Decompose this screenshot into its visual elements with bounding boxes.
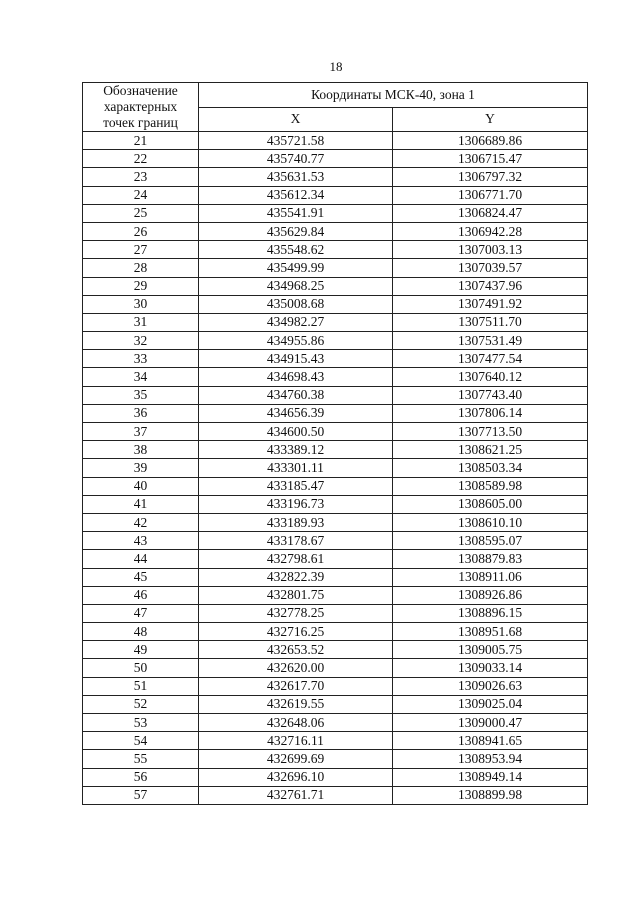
- y-coordinate-cell: 1308926.86: [393, 586, 588, 604]
- y-coordinate-cell: 1306942.28: [393, 222, 588, 240]
- table-row: [83, 241, 588, 259]
- y-coordinate-cell: 1308879.83: [393, 550, 588, 568]
- y-coordinate-cell: 1308953.94: [393, 750, 588, 768]
- coordinates-group-header: Координаты МСК-40, зона 1: [199, 83, 588, 108]
- x-coordinate-cell: 435499.99: [199, 259, 393, 277]
- table-row: [83, 295, 588, 313]
- point-number-cell: 56: [83, 768, 199, 786]
- table-row: [83, 150, 588, 168]
- table-row: [83, 659, 588, 677]
- table-row: [83, 568, 588, 586]
- table-row: [83, 532, 588, 550]
- y-coordinate-cell: 1309000.47: [393, 714, 588, 732]
- table-row: [83, 368, 588, 386]
- x-column-header: X: [199, 107, 393, 132]
- y-coordinate-cell: 1307743.40: [393, 386, 588, 404]
- point-number-cell: 21: [83, 132, 199, 150]
- point-number-cell: 36: [83, 404, 199, 422]
- y-coordinate-cell: 1307713.50: [393, 423, 588, 441]
- y-coordinate-cell: 1307531.49: [393, 332, 588, 350]
- point-number-cell: 51: [83, 677, 199, 695]
- x-coordinate-cell: 435612.34: [199, 186, 393, 204]
- table-row: [83, 186, 588, 204]
- y-coordinate-cell: 1309025.04: [393, 695, 588, 713]
- table-header: [83, 83, 588, 132]
- table-row: [83, 732, 588, 750]
- table-row: [83, 641, 588, 659]
- x-coordinate-cell: 432801.75: [199, 586, 393, 604]
- table-row: [83, 222, 588, 240]
- point-designation-header: [83, 83, 199, 132]
- x-coordinate-cell: 432617.70: [199, 677, 393, 695]
- x-coordinate-cell: 432696.10: [199, 768, 393, 786]
- y-coordinate-cell: 1306824.47: [393, 204, 588, 222]
- y-column-header: Y: [393, 107, 588, 132]
- point-number-cell: 23: [83, 168, 199, 186]
- header-label-line: точек границ: [103, 115, 178, 130]
- x-coordinate-cell: 435631.53: [199, 168, 393, 186]
- x-coordinate-cell: 434656.39: [199, 404, 393, 422]
- y-coordinate-cell: 1308589.98: [393, 477, 588, 495]
- table-row: [83, 677, 588, 695]
- table-row: [83, 513, 588, 531]
- y-coordinate-cell: 1308941.65: [393, 732, 588, 750]
- y-coordinate-cell: 1308949.14: [393, 768, 588, 786]
- y-coordinate-cell: 1306797.32: [393, 168, 588, 186]
- point-number-cell: 46: [83, 586, 199, 604]
- point-number-cell: 37: [83, 423, 199, 441]
- x-coordinate-cell: 435008.68: [199, 295, 393, 313]
- table-row: [83, 404, 588, 422]
- y-coordinate-cell: 1308911.06: [393, 568, 588, 586]
- y-coordinate-cell: 1308503.34: [393, 459, 588, 477]
- table-row: [83, 386, 588, 404]
- y-coordinate-cell: 1306715.47: [393, 150, 588, 168]
- point-number-cell: 29: [83, 277, 199, 295]
- y-coordinate-cell: 1307491.92: [393, 295, 588, 313]
- point-number-cell: 28: [83, 259, 199, 277]
- y-coordinate-cell: 1307437.96: [393, 277, 588, 295]
- point-number-cell: 25: [83, 204, 199, 222]
- point-number-cell: 47: [83, 604, 199, 622]
- x-coordinate-cell: 435629.84: [199, 222, 393, 240]
- x-coordinate-cell: 433178.67: [199, 532, 393, 550]
- point-number-cell: 43: [83, 532, 199, 550]
- table-row: [83, 423, 588, 441]
- point-number-cell: 42: [83, 513, 199, 531]
- x-coordinate-cell: 432653.52: [199, 641, 393, 659]
- point-number-cell: 26: [83, 222, 199, 240]
- x-coordinate-cell: 432716.25: [199, 623, 393, 641]
- table-body: [83, 132, 588, 805]
- point-number-cell: 34: [83, 368, 199, 386]
- point-number-cell: 35: [83, 386, 199, 404]
- table-row: [83, 604, 588, 622]
- x-coordinate-cell: 434760.38: [199, 386, 393, 404]
- point-number-cell: 31: [83, 313, 199, 331]
- x-coordinate-cell: 432699.69: [199, 750, 393, 768]
- x-coordinate-cell: 434698.43: [199, 368, 393, 386]
- x-coordinate-cell: 432716.11: [199, 732, 393, 750]
- y-coordinate-cell: 1309005.75: [393, 641, 588, 659]
- table-row: [83, 350, 588, 368]
- x-coordinate-cell: 432648.06: [199, 714, 393, 732]
- table-row: [83, 550, 588, 568]
- x-coordinate-cell: 435721.58: [199, 132, 393, 150]
- table-row: [83, 768, 588, 786]
- point-number-cell: 41: [83, 495, 199, 513]
- y-coordinate-cell: 1307640.12: [393, 368, 588, 386]
- table-row: [83, 714, 588, 732]
- point-number-cell: 53: [83, 714, 199, 732]
- x-coordinate-cell: 433301.11: [199, 459, 393, 477]
- x-coordinate-cell: 433389.12: [199, 441, 393, 459]
- point-number-cell: 33: [83, 350, 199, 368]
- table-row: [83, 277, 588, 295]
- x-coordinate-cell: 434915.43: [199, 350, 393, 368]
- x-coordinate-cell: 432620.00: [199, 659, 393, 677]
- y-coordinate-cell: 1306771.70: [393, 186, 588, 204]
- point-number-cell: 48: [83, 623, 199, 641]
- y-coordinate-cell: 1307806.14: [393, 404, 588, 422]
- x-coordinate-cell: 435740.77: [199, 150, 393, 168]
- x-coordinate-cell: 434955.86: [199, 332, 393, 350]
- point-number-cell: 32: [83, 332, 199, 350]
- y-coordinate-cell: 1308621.25: [393, 441, 588, 459]
- table-row: [83, 495, 588, 513]
- x-coordinate-cell: 435541.91: [199, 204, 393, 222]
- header-label-line: Обозначение: [103, 83, 178, 98]
- point-number-cell: 39: [83, 459, 199, 477]
- x-coordinate-cell: 434982.27: [199, 313, 393, 331]
- table-row: [83, 623, 588, 641]
- point-number-cell: 45: [83, 568, 199, 586]
- table-row: [83, 204, 588, 222]
- x-coordinate-cell: 432778.25: [199, 604, 393, 622]
- x-coordinate-cell: 432822.39: [199, 568, 393, 586]
- table-row: [83, 695, 588, 713]
- point-number-cell: 44: [83, 550, 199, 568]
- table-row: [83, 441, 588, 459]
- y-coordinate-cell: 1307003.13: [393, 241, 588, 259]
- x-coordinate-cell: 432761.71: [199, 786, 393, 804]
- point-number-cell: 49: [83, 641, 199, 659]
- table-row: [83, 332, 588, 350]
- table-row: [83, 132, 588, 150]
- y-coordinate-cell: 1308899.98: [393, 786, 588, 804]
- point-number-cell: 40: [83, 477, 199, 495]
- x-coordinate-cell: 435548.62: [199, 241, 393, 259]
- point-number-cell: 55: [83, 750, 199, 768]
- table-row: [83, 786, 588, 804]
- table-row: [83, 750, 588, 768]
- coordinates-table: [82, 82, 588, 805]
- y-coordinate-cell: 1308951.68: [393, 623, 588, 641]
- table-row: [83, 586, 588, 604]
- x-coordinate-cell: 434600.50: [199, 423, 393, 441]
- table-row: [83, 259, 588, 277]
- x-coordinate-cell: 434968.25: [199, 277, 393, 295]
- point-number-cell: 52: [83, 695, 199, 713]
- point-number-cell: 54: [83, 732, 199, 750]
- table-row: [83, 477, 588, 495]
- point-number-cell: 50: [83, 659, 199, 677]
- table-row: [83, 459, 588, 477]
- y-coordinate-cell: 1309033.14: [393, 659, 588, 677]
- y-coordinate-cell: 1306689.86: [393, 132, 588, 150]
- table-row: [83, 168, 588, 186]
- y-coordinate-cell: 1308605.00: [393, 495, 588, 513]
- x-coordinate-cell: 432798.61: [199, 550, 393, 568]
- y-coordinate-cell: 1307511.70: [393, 313, 588, 331]
- y-coordinate-cell: 1307039.57: [393, 259, 588, 277]
- y-coordinate-cell: 1307477.54: [393, 350, 588, 368]
- point-number-cell: 27: [83, 241, 199, 259]
- point-number-cell: 30: [83, 295, 199, 313]
- point-number-cell: 57: [83, 786, 199, 804]
- point-number-cell: 24: [83, 186, 199, 204]
- x-coordinate-cell: 433189.93: [199, 513, 393, 531]
- point-number-cell: 22: [83, 150, 199, 168]
- y-coordinate-cell: 1308896.15: [393, 604, 588, 622]
- x-coordinate-cell: 433196.73: [199, 495, 393, 513]
- y-coordinate-cell: 1309026.63: [393, 677, 588, 695]
- x-coordinate-cell: 432619.55: [199, 695, 393, 713]
- header-label-line: характерных: [103, 99, 178, 114]
- table-row: [83, 313, 588, 331]
- page-number: 18: [329, 59, 343, 74]
- point-number-cell: 38: [83, 441, 199, 459]
- x-coordinate-cell: 433185.47: [199, 477, 393, 495]
- y-coordinate-cell: 1308610.10: [393, 513, 588, 531]
- y-coordinate-cell: 1308595.07: [393, 532, 588, 550]
